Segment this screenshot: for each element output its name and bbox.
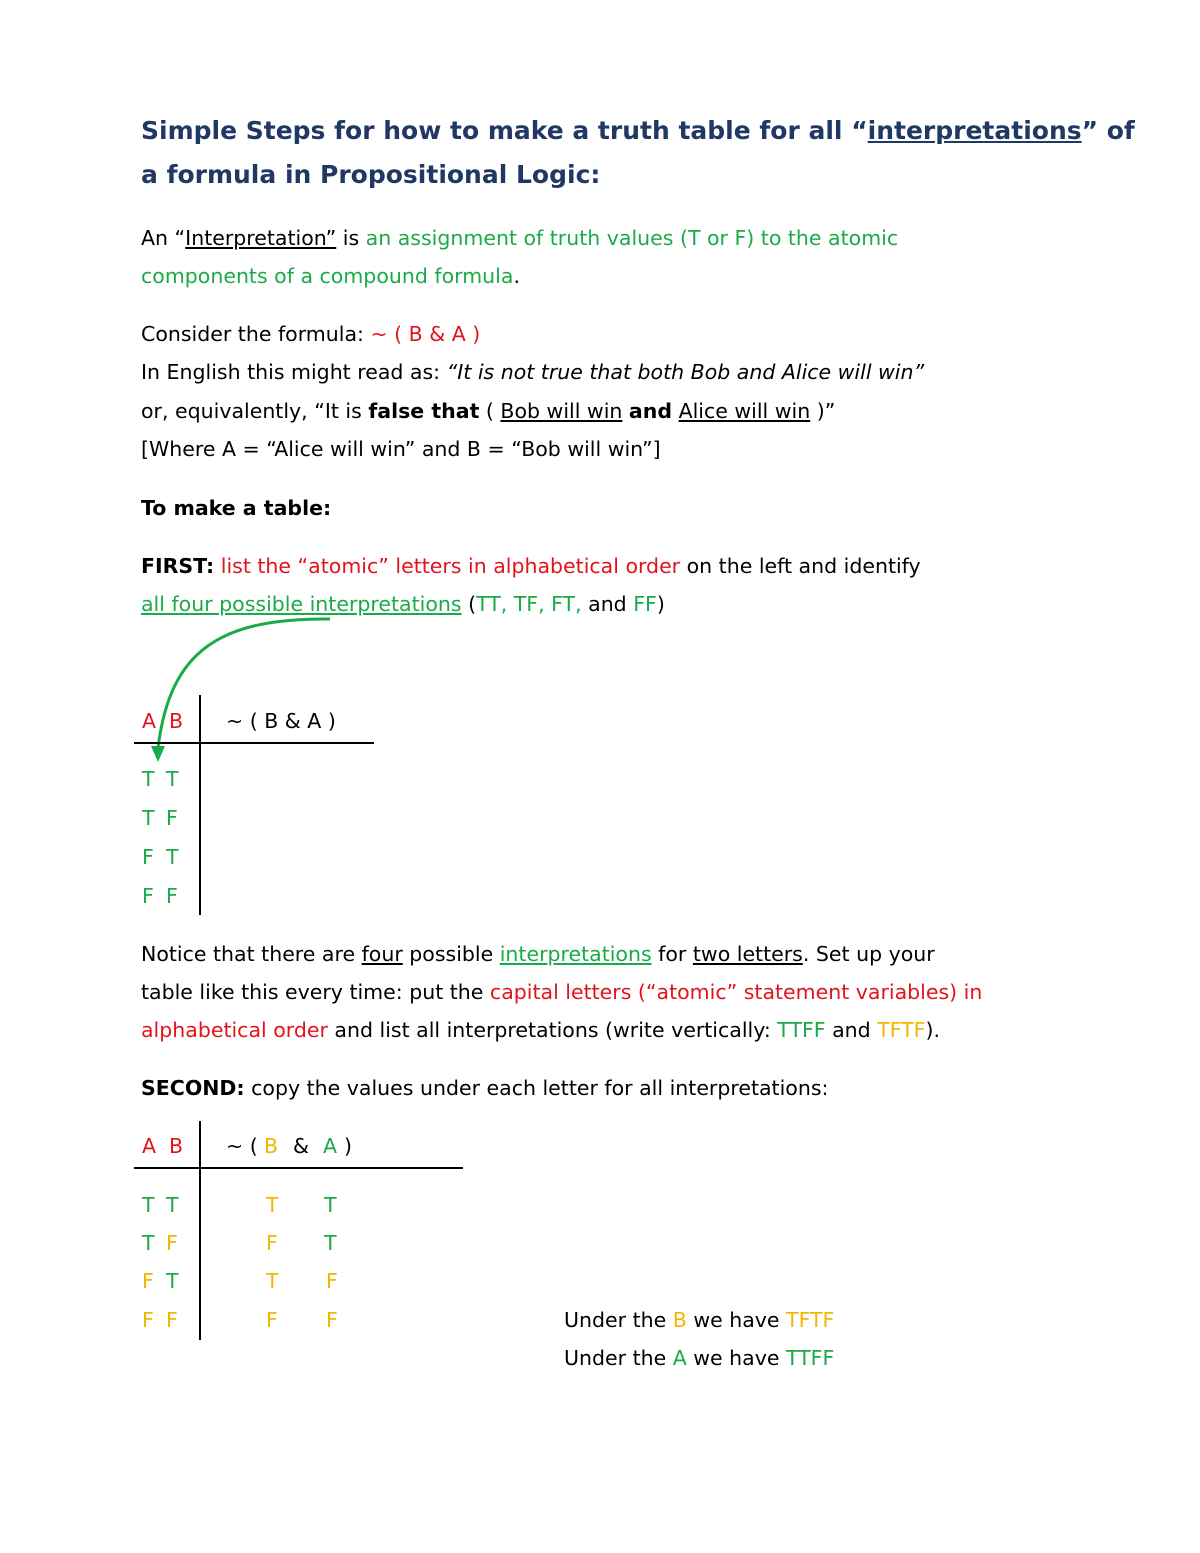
notice-3: possible: [402, 942, 500, 966]
notice-interpretations: interpretations: [499, 942, 652, 966]
table2-header-b: B: [169, 1134, 184, 1158]
table1-vertical-rule: [199, 695, 201, 915]
note-under-a: [564, 1346, 834, 1370]
table2-row4-a: F: [142, 1308, 154, 1332]
notice-four: four: [361, 942, 403, 966]
definition-term: Interpretation”: [185, 226, 337, 250]
notice-ttff: TTFF: [777, 1018, 826, 1042]
table2-row2-b: F: [166, 1231, 178, 1255]
table2-header-a-col: A: [323, 1134, 338, 1158]
equiv-close: )”: [810, 399, 836, 423]
table1-row2-b: F: [166, 806, 178, 830]
table1-row3-a: F: [142, 845, 154, 869]
first-ff: FF: [633, 592, 657, 616]
table1-horizontal-rule: [134, 742, 374, 744]
definition-prefix: An “: [141, 226, 186, 250]
table2-header-amp: &: [293, 1134, 309, 1158]
note-b-tftf: TFTF: [786, 1308, 835, 1332]
first-tt-tf-ft: TT, TF, FT,: [476, 592, 582, 616]
first-red-text: list the “atomic” letters in alphabetical order: [214, 554, 681, 578]
notice-tftf: TFTF: [877, 1018, 926, 1042]
notice-two-letters: two letters: [692, 942, 803, 966]
title-line-2: a formula in Propositional Logic:: [141, 160, 601, 189]
table1-header-a: A: [142, 709, 157, 733]
table2-row1-b: T: [166, 1193, 179, 1217]
table2-row4-under-b: F: [266, 1308, 278, 1332]
table2-horizontal-rule: [134, 1167, 463, 1169]
table1-row1-b: T: [166, 767, 179, 791]
consider-label: Consider the formula:: [141, 322, 371, 346]
equiv-false-that: false that: [368, 399, 480, 423]
table2-row4-under-a: F: [326, 1308, 338, 1332]
note-a-ttff: TTFF: [786, 1346, 835, 1370]
notice-line-1: [141, 942, 935, 966]
first-all-four: all four possible interpretations: [141, 592, 462, 616]
equiv-3: (: [479, 399, 501, 423]
note-a-1: Under the: [564, 1346, 673, 1370]
make-table-heading: To make a table:: [141, 496, 332, 520]
table1-header-b: B: [169, 709, 184, 733]
notice-line3-text: and list all interpretations (write vertically:: [327, 1018, 778, 1042]
table1-row2-a: T: [142, 806, 155, 830]
english-quote: “It is not true that both Bob and Alice will win”: [446, 360, 925, 384]
table2-row3-under-a: F: [326, 1269, 338, 1293]
table2-header-close: ): [344, 1134, 352, 1158]
table2-row1-under-b: T: [266, 1193, 279, 1217]
title-text: Simple Steps for how to make a truth table for all “: [141, 116, 868, 145]
english-label: In English this might read as:: [141, 360, 447, 384]
where-line: [Where A = “Alice will win” and B = “Bob will win”]: [141, 437, 661, 461]
second-text: copy the values under each letter for all interpretations:: [244, 1076, 829, 1100]
table1-row4-b: F: [166, 884, 178, 908]
table2-header-tilde: ~ (: [226, 1134, 258, 1158]
notice-line-2: [141, 980, 982, 1004]
title-interpretations: interpretations: [867, 116, 1082, 145]
table2-header-b-col: B: [264, 1134, 279, 1158]
table2-row2-under-a: T: [324, 1231, 337, 1255]
definition-is: is: [336, 226, 366, 250]
definition-text-2: components of a compound formula: [141, 264, 514, 288]
note-a-3: we have: [686, 1346, 786, 1370]
note-b-1: Under the: [564, 1308, 673, 1332]
note-b-3: we have: [686, 1308, 787, 1332]
notice-and: and: [825, 1018, 878, 1042]
table2-row1-a: T: [142, 1193, 155, 1217]
definition-period: .: [513, 264, 520, 288]
second-label: SECOND:: [141, 1076, 245, 1100]
table2-row1-under-a: T: [324, 1193, 337, 1217]
table2-row3-a: F: [142, 1269, 154, 1293]
notice-end: . Set up your: [802, 942, 935, 966]
table1-row3-b: T: [166, 845, 179, 869]
notice-line-3: [141, 1018, 940, 1042]
note-b-letter: B: [672, 1308, 687, 1332]
first-rest: on the left and identify: [680, 554, 921, 578]
equiv-1: or, equivalently, “It is: [141, 399, 369, 423]
first-paren-open: (: [461, 592, 477, 616]
notice-line2-text: table like this every time: put the: [141, 980, 490, 1004]
table1-row4-a: F: [142, 884, 154, 908]
second-line: [141, 1076, 828, 1100]
table1-header-formula: ~ ( B & A ): [226, 709, 336, 733]
notice-alphabetical: alphabetical order: [141, 1018, 328, 1042]
table2-row4-b: F: [166, 1308, 178, 1332]
first-label: FIRST:: [141, 554, 215, 578]
note-a-letter: A: [672, 1346, 687, 1370]
equiv-alice: Alice will win: [678, 399, 811, 423]
note-under-b: [564, 1308, 834, 1332]
notice-capital-letters: capital letters (“atomic” statement variables) in: [489, 980, 983, 1004]
first-paren-close: ): [656, 592, 665, 616]
table2-row2-a: T: [142, 1231, 155, 1255]
notice-1: Notice that there are: [141, 942, 362, 966]
equiv-bob: Bob will win: [500, 399, 623, 423]
notice-close: ).: [925, 1018, 940, 1042]
notice-for: for: [651, 942, 693, 966]
table2-row3-b: T: [166, 1269, 179, 1293]
table1-row1-a: T: [142, 767, 155, 791]
equiv-and: and: [628, 399, 673, 423]
table2-vertical-rule: [199, 1121, 201, 1340]
title-text-end: ” of: [1081, 116, 1135, 145]
table2-row3-under-b: T: [266, 1269, 279, 1293]
first-and: and: [581, 592, 634, 616]
table2-header-a: A: [142, 1134, 157, 1158]
table2-row2-under-b: F: [266, 1231, 278, 1255]
definition-text: an assignment of truth values (T or F) to the atomic: [365, 226, 899, 250]
consider-formula: ~ ( B & A ): [370, 322, 481, 346]
